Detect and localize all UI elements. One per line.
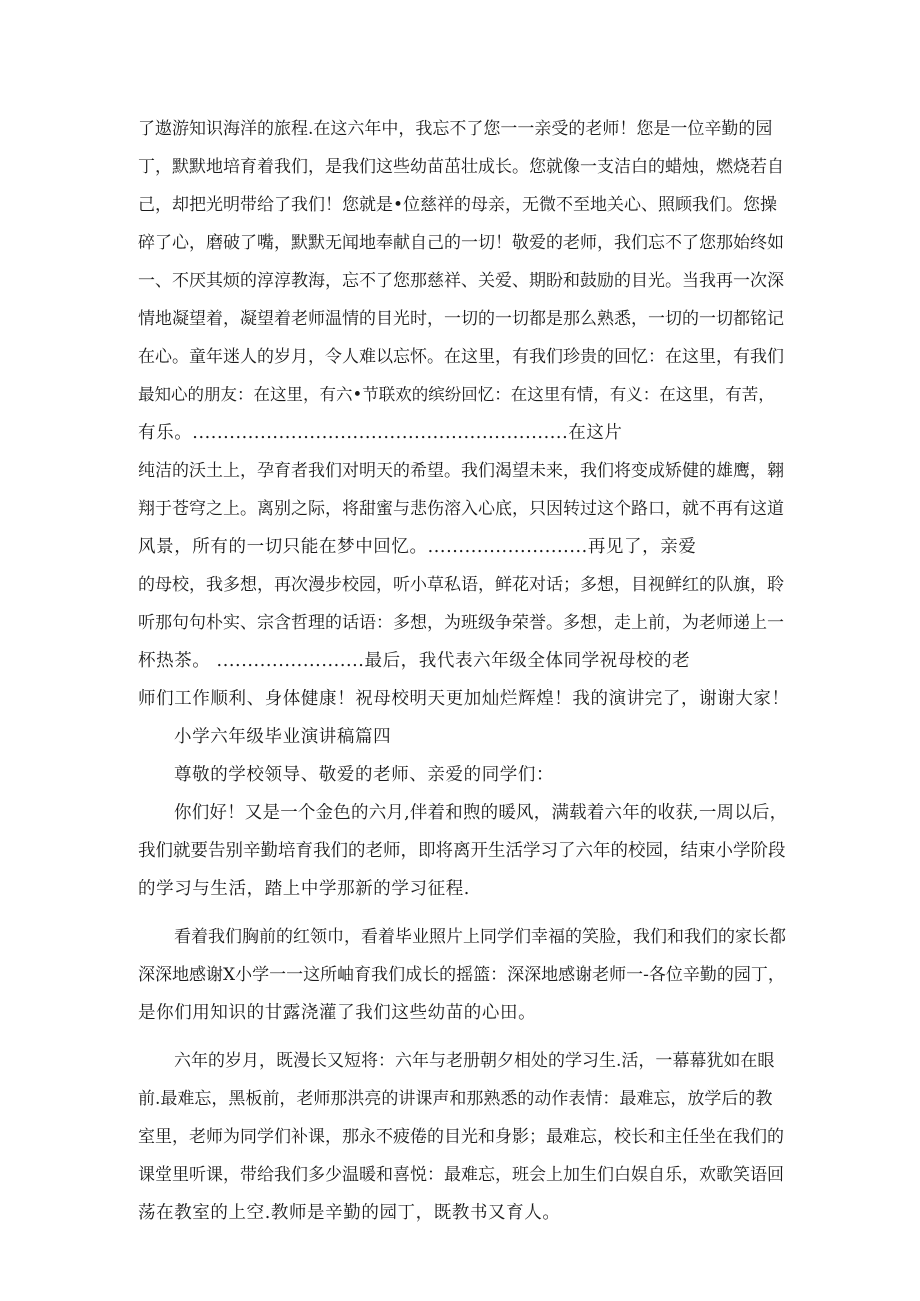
text-line: 的学习与生活，踏上中学那新的学习征程.	[138, 879, 470, 899]
text-line: 翔于苍穹之上。离别之际，将甜蜜与悲伤溶入心底，只因转过这个路口，就不再有这道	[138, 499, 784, 519]
text-line: 课堂里听课，带给我们多少温暖和喜悦：最难忘，班会上加生们白娱自乐，欢歌笑语回	[138, 1165, 784, 1185]
text-line: 有乐。.............................................................在这片	[138, 423, 623, 443]
text-line: 荡在教室的上空.教师是辛勤的园丁，既教书又育人。	[138, 1203, 561, 1223]
text-line: 了遨游知识海洋的旅程.在这六年中，我忘不了您一一亲受的老师！您是一位辛勤的园	[138, 119, 773, 139]
text-line: 纯洁的沃土上，孕育者我们对明天的希望。我们渴望未来，我们将变成矫健的雄鹰，翱	[138, 461, 784, 481]
text-line: 是你们用知识的甘露浇灌了我们这些幼苗的心田。	[138, 1003, 537, 1023]
text-line: 室里，老师为同学们补课，那永不疲倦的目光和身影；最难忘，校长和主任坐在我们的	[138, 1127, 784, 1147]
text-line: 深深地感谢X小学一一这所岫育我们成长的摇篮：深深地感谢老师一-各位辛勤的园丁，	[138, 965, 785, 985]
text-line: 我们就要告别辛勤培育我们的老师，即将离开生活学习了六年的校园，结束小学阶段	[138, 841, 786, 861]
text-line: 你们好！又是一个金色的六月,伴着和煦的暖风，满载着六年的收获,一周以后，	[174, 803, 788, 823]
salutation: 尊敬的学校领导、敬爱的老师、亲爱的同学们：	[174, 765, 555, 785]
text-line: 的母校，我多想，再次漫步校园，听小草私语，鲜花对话；多想，目视鲜红的队旗，聆	[138, 575, 784, 595]
text-line: 一、不厌其烦的淳淳教海，忘不了您那慈祥、关爱、期盼和鼓励的目光。当我再一次深	[138, 271, 784, 291]
text-line: 前.最难忘，黑板前，老师那洪亮的讲课声和那熟悉的动作表情：最难忘，放学后的教	[138, 1089, 773, 1109]
text-line: 丁，默默地培育着我们，是我们这些幼苗茁壮成长。您就像一支洁白的蜡烛，燃烧若自	[138, 157, 784, 177]
section-heading: 小学六年级毕业演讲稿篇四	[174, 727, 392, 747]
text-line: 在心。童年迷人的岁月，令人难以忘怀。在这里，有我们珍贵的回忆：在这里，有我们	[138, 347, 784, 367]
text-line: 六年的岁月，既漫长又短将：六年与老册朝夕相处的学习生.活，一幕幕犹如在眼	[174, 1051, 775, 1071]
text-line: 情地凝望着，凝望着老师温情的目光时，一切的一切都是那么熟悉，一切的一切都铭记	[138, 309, 784, 329]
text-line: 看着我们胸前的红领巾，看着毕业照片上同学们幸福的笑脸，我们和我们的家长都	[174, 927, 786, 947]
text-line: 最知心的朋友：在这里，有六•节联欢的缤纷回忆：在这里有情，有义：在这里，有苦，	[138, 385, 775, 404]
text-line: 听那句句朴实、宗含哲理的话语：多想，为班级争荣誉。多想，走上前，为老师递上一	[138, 613, 784, 633]
text-line: 师们工作顺利、身体健康！祝母校明天更加灿烂辉煌！我的演讲完了，谢谢大家！	[138, 689, 790, 709]
text-line: 风景，所有的一切只能在梦中回忆。..........................再见了，亲爱	[138, 537, 697, 557]
text-line: 杯热茶。 ........................最后，我代表六年级全体同学祝母校的老	[138, 651, 691, 671]
text-line: 碎了心，磨破了嘴，默默无闻地奉献自己的一切！敬爱的老师，我们忘不了您那始终如	[138, 233, 784, 253]
text-line: 己，却把光明带给了我们！您就是•位慈祥的母亲，无微不至地关心、照顾我们。您操	[138, 195, 778, 215]
